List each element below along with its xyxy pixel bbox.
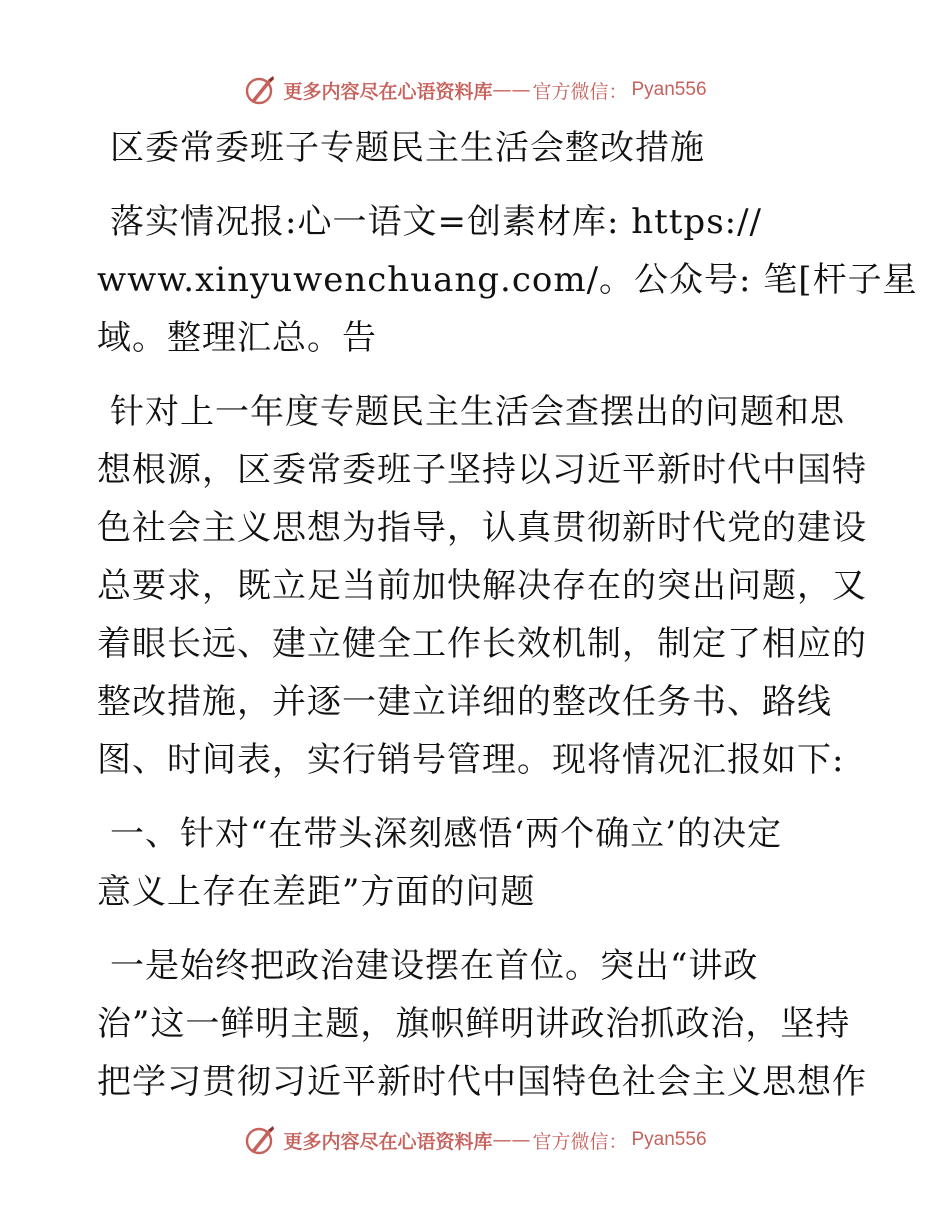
watermark-site-text: 更多内容尽在心语资料库 [283, 80, 493, 103]
text-line: 整改措施，并逐一建立详细的整改任务书、路线 [97, 682, 832, 722]
text-line: 色社会主义思想为指导，认真贯彻新时代党的建设 [97, 508, 867, 548]
section-heading: 意义上存在差距”方面的问题 [97, 872, 536, 912]
text-line: 着眼长远、建立健全工作长效机制，制定了相应的 [97, 624, 867, 664]
text-line: 图、时间表，实行销号管理。现将情况汇报如下: [97, 740, 845, 780]
text-line: 域。整理汇总。告 [97, 318, 377, 358]
quill-pen-circle-icon [243, 73, 277, 107]
watermark-separator: —— [492, 1129, 531, 1151]
watermark-wechat-id: Pyan556 [631, 1129, 707, 1150]
quill-pen-circle-icon [243, 1123, 277, 1157]
watermark-wechat-label: 官方微信： [532, 80, 628, 103]
text-line: 落实情况报:心一语文=创素材库: https:// [110, 202, 763, 242]
watermark-banner-bottom [0, 1120, 950, 1160]
watermark-banner-top [0, 70, 950, 110]
document-title: 区委常委班子专题民主生活会整改措施 [110, 128, 705, 168]
text-line: www.xinyuwenchuang.com/。公众号: 笔[杆子星 [97, 260, 918, 300]
watermark-wechat-id: Pyan556 [631, 79, 707, 100]
watermark-separator: —— [492, 79, 531, 101]
text-line: 把学习贯彻习近平新时代中国特色社会主义思想作 [97, 1062, 867, 1102]
text-line: 想根源，区委常委班子坚持以习近平新时代中国特 [97, 450, 867, 490]
text-line: 治”这一鲜明主题，旗帜鲜明讲政治抓政治，坚持 [97, 1004, 851, 1044]
watermark-site-text: 更多内容尽在心语资料库 [283, 1130, 493, 1153]
text-line: 针对上一年度专题民主生活会查摆出的问题和思 [110, 392, 845, 432]
watermark-wechat-label: 官方微信： [532, 1130, 628, 1153]
text-line: 总要求，既立足当前加快解决存在的突出问题，又 [97, 566, 867, 606]
text-line: 一是始终把政治建设摆在首位。突出“讲政 [110, 946, 759, 986]
section-heading: 一、针对“在带头深刻感悟‘两个确立’的决定 [110, 814, 782, 854]
